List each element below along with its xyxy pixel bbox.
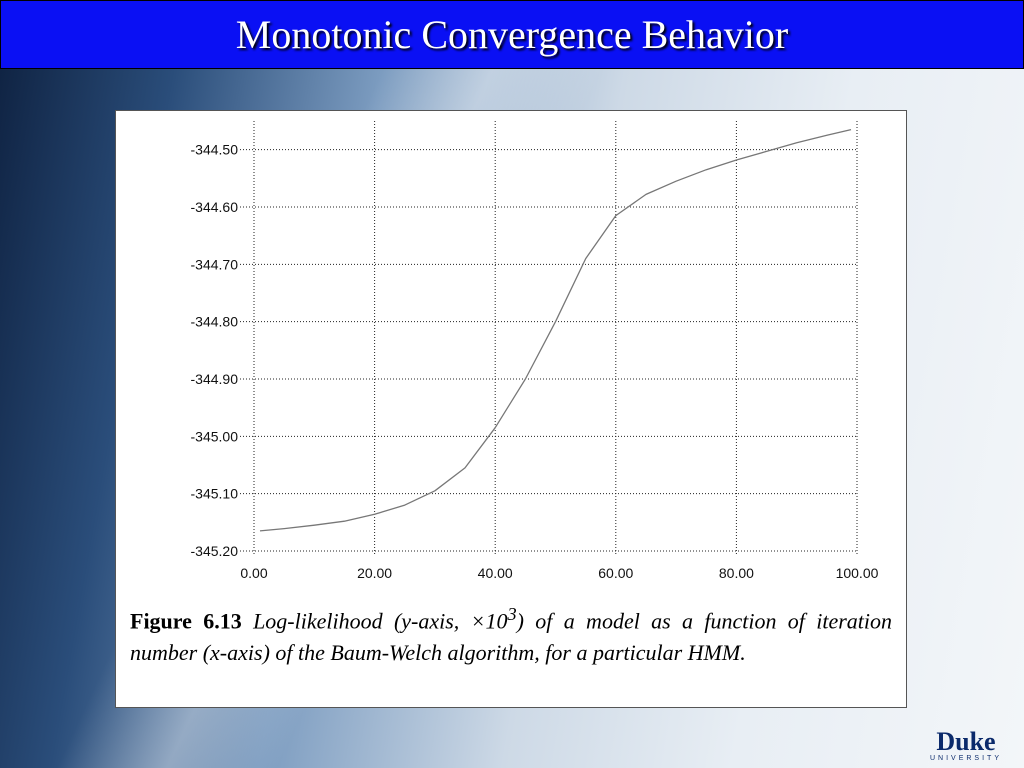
x-tick-label: 40.00	[477, 565, 513, 581]
y-tick-label: -344.90	[190, 371, 238, 387]
y-tick-label: -345.10	[190, 485, 238, 502]
caption-superscript: 3	[507, 604, 517, 624]
figure-caption	[130, 598, 892, 669]
slide-title-bar	[0, 0, 1024, 69]
duke-university-logo	[930, 729, 1002, 762]
x-tick-label: 80.00	[718, 565, 754, 581]
x-tick-label: 0.00	[240, 565, 268, 581]
caption-label: Figure 6.13	[130, 608, 242, 634]
logo-word: Duke	[936, 727, 996, 756]
figure-panel	[115, 110, 907, 708]
caption-text-part2: ) of a model as a function of iteration number (x-axis) of the Baum-Welch algorithm, for a particular HMM.	[130, 608, 892, 666]
y-tick-label: -344.70	[190, 256, 238, 273]
y-tick-label: -345.00	[190, 428, 238, 445]
x-tick-label: 100.00	[835, 565, 879, 581]
x-tick-label: 60.00	[598, 565, 634, 581]
y-tick-label: -344.60	[190, 199, 238, 215]
y-tick-label: -344.80	[190, 313, 238, 330]
caption-text-part1: Log-likelihood (y-axis, ×10	[241, 608, 508, 634]
y-tick-label: -344.50	[190, 141, 238, 158]
y-tick-label: -345.20	[190, 543, 238, 559]
line-chart	[116, 111, 906, 591]
x-tick-label: 20.00	[357, 565, 393, 581]
slide-title: Monotonic Convergence Behavior	[235, 12, 789, 57]
logo-subtitle: UNIVERSITY	[929, 755, 1002, 762]
series-line	[260, 130, 851, 531]
